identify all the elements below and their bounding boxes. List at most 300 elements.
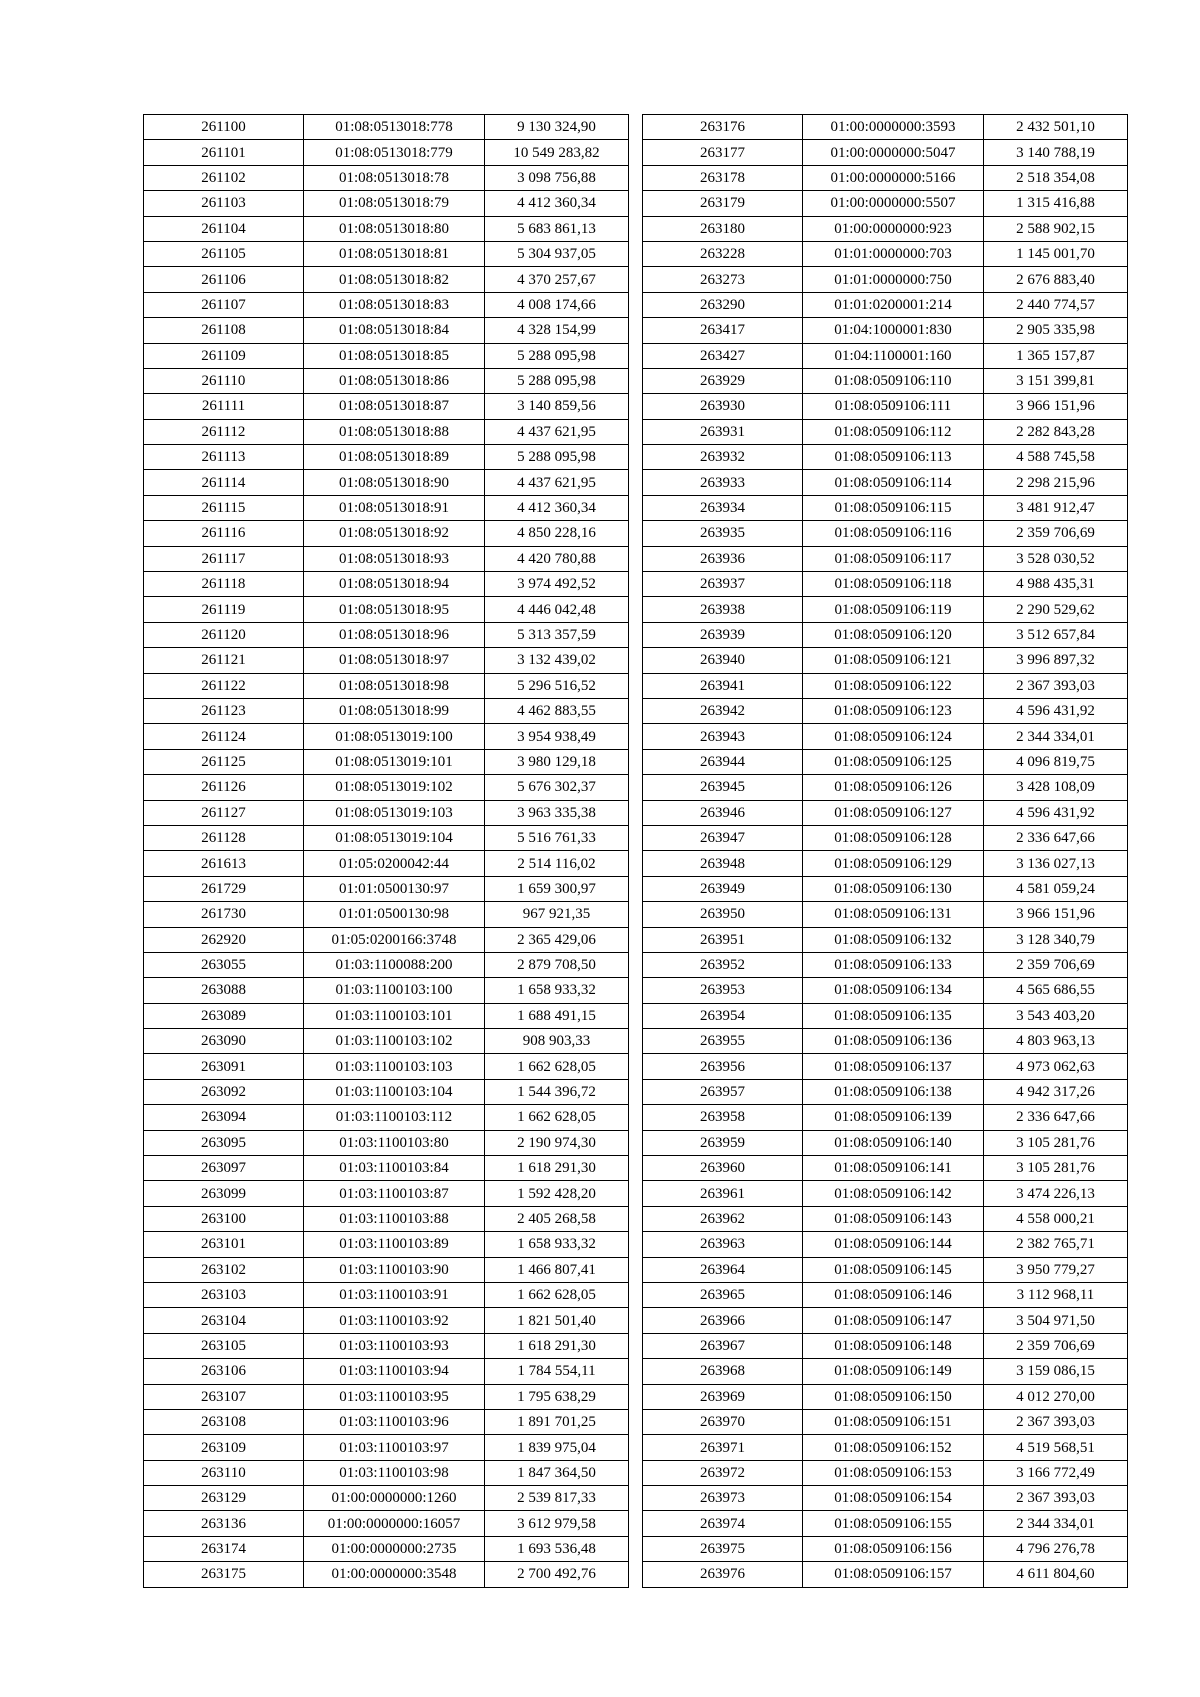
value-cell: 2 367 393,03 xyxy=(984,1486,1128,1511)
cadastral-number-cell: 01:05:0200042:44 xyxy=(304,851,485,876)
row-number-cell: 261104 xyxy=(144,216,304,241)
value-cell: 2 676 883,40 xyxy=(984,267,1128,292)
cadastral-number-cell: 01:08:0513019:103 xyxy=(304,800,485,825)
value-cell: 3 963 335,38 xyxy=(485,800,629,825)
row-number-cell: 263103 xyxy=(144,1282,304,1307)
value-cell: 3 105 281,76 xyxy=(984,1130,1128,1155)
value-cell: 3 428 108,09 xyxy=(984,775,1128,800)
value-cell: 2 190 974,30 xyxy=(485,1130,629,1155)
table-row xyxy=(643,698,1128,723)
row-number-cell: 263100 xyxy=(144,1206,304,1231)
cadastral-number-cell: 01:04:1000001:830 xyxy=(803,318,984,343)
value-cell: 3 481 912,47 xyxy=(984,495,1128,520)
value-cell: 1 839 975,04 xyxy=(485,1435,629,1460)
value-cell: 4 412 360,34 xyxy=(485,495,629,520)
value-cell: 5 313 357,59 xyxy=(485,622,629,647)
cadastral-number-cell: 01:03:1100103:97 xyxy=(304,1435,485,1460)
cadastral-number-cell: 01:08:0513018:87 xyxy=(304,394,485,419)
row-number-cell: 263937 xyxy=(643,572,803,597)
row-number-cell: 263963 xyxy=(643,1232,803,1257)
table-row xyxy=(144,394,629,419)
left-table xyxy=(143,114,629,1588)
row-number-cell: 263088 xyxy=(144,978,304,1003)
cadastral-number-cell: 01:08:0509106:136 xyxy=(803,1029,984,1054)
cadastral-number-cell: 01:08:0509106:131 xyxy=(803,902,984,927)
table-row xyxy=(144,521,629,546)
table-row xyxy=(643,1257,1128,1282)
value-cell: 3 966 151,96 xyxy=(984,902,1128,927)
row-number-cell: 263970 xyxy=(643,1409,803,1434)
table-row xyxy=(144,724,629,749)
table-row xyxy=(643,1156,1128,1181)
row-number-cell: 261125 xyxy=(144,749,304,774)
cadastral-number-cell: 01:08:0509106:140 xyxy=(803,1130,984,1155)
row-number-cell: 261121 xyxy=(144,648,304,673)
value-cell: 4 973 062,63 xyxy=(984,1054,1128,1079)
row-number-cell: 263961 xyxy=(643,1181,803,1206)
table-row xyxy=(643,775,1128,800)
row-number-cell: 263942 xyxy=(643,698,803,723)
table-row xyxy=(144,978,629,1003)
cadastral-number-cell: 01:00:0000000:2735 xyxy=(304,1536,485,1561)
table-row xyxy=(643,1054,1128,1079)
cadastral-number-cell: 01:01:0000000:703 xyxy=(803,241,984,266)
cadastral-number-cell: 01:08:0509106:139 xyxy=(803,1105,984,1130)
cadastral-number-cell: 01:08:0509106:118 xyxy=(803,572,984,597)
row-number-cell: 261103 xyxy=(144,191,304,216)
row-number-cell: 263179 xyxy=(643,191,803,216)
row-number-cell: 263095 xyxy=(144,1130,304,1155)
table-row xyxy=(144,572,629,597)
cadastral-number-cell: 01:05:0200166:3748 xyxy=(304,927,485,952)
value-cell: 4 796 276,78 xyxy=(984,1536,1128,1561)
table-row xyxy=(643,800,1128,825)
cadastral-number-cell: 01:08:0509106:147 xyxy=(803,1308,984,1333)
table-row xyxy=(643,851,1128,876)
table-row xyxy=(643,343,1128,368)
value-cell: 1 315 416,88 xyxy=(984,191,1128,216)
value-cell: 4 596 431,92 xyxy=(984,698,1128,723)
value-cell: 3 112 968,11 xyxy=(984,1282,1128,1307)
value-cell: 10 549 283,82 xyxy=(485,140,629,165)
row-number-cell: 263932 xyxy=(643,445,803,470)
cadastral-number-cell: 01:08:0509106:117 xyxy=(803,546,984,571)
cadastral-number-cell: 01:03:1100103:101 xyxy=(304,1003,485,1028)
value-cell: 4 596 431,92 xyxy=(984,800,1128,825)
value-cell: 4 850 228,16 xyxy=(485,521,629,546)
table-row xyxy=(643,1359,1128,1384)
row-number-cell: 263956 xyxy=(643,1054,803,1079)
cadastral-number-cell: 01:08:0509106:125 xyxy=(803,749,984,774)
value-cell: 3 132 439,02 xyxy=(485,648,629,673)
table-row xyxy=(643,1460,1128,1485)
row-number-cell: 261126 xyxy=(144,775,304,800)
row-number-cell: 263110 xyxy=(144,1460,304,1485)
right-table xyxy=(642,114,1128,1588)
value-cell: 4 519 568,51 xyxy=(984,1435,1128,1460)
value-cell: 3 105 281,76 xyxy=(984,1156,1128,1181)
table-row xyxy=(144,1181,629,1206)
cadastral-number-cell: 01:08:0509106:128 xyxy=(803,825,984,850)
row-number-cell: 263109 xyxy=(144,1435,304,1460)
value-cell: 2 344 334,01 xyxy=(984,724,1128,749)
row-number-cell: 263931 xyxy=(643,419,803,444)
cadastral-number-cell: 01:00:0000000:1260 xyxy=(304,1486,485,1511)
table-row xyxy=(643,673,1128,698)
row-number-cell: 263972 xyxy=(643,1460,803,1485)
cadastral-number-cell: 01:08:0513018:84 xyxy=(304,318,485,343)
cadastral-number-cell: 01:08:0509106:145 xyxy=(803,1257,984,1282)
row-number-cell: 263959 xyxy=(643,1130,803,1155)
cadastral-number-cell: 01:01:0500130:98 xyxy=(304,902,485,927)
table-row xyxy=(643,1130,1128,1155)
row-number-cell: 263178 xyxy=(643,165,803,190)
row-number-cell: 263948 xyxy=(643,851,803,876)
table-row xyxy=(643,1206,1128,1231)
value-cell: 1 145 001,70 xyxy=(984,241,1128,266)
cadastral-number-cell: 01:03:1100103:90 xyxy=(304,1257,485,1282)
table-row xyxy=(144,419,629,444)
cadastral-number-cell: 01:08:0509106:133 xyxy=(803,952,984,977)
row-number-cell: 263949 xyxy=(643,876,803,901)
cadastral-number-cell: 01:01:0000000:750 xyxy=(803,267,984,292)
value-cell: 4 558 000,21 xyxy=(984,1206,1128,1231)
table-row xyxy=(144,1486,629,1511)
cadastral-number-cell: 01:08:0513019:100 xyxy=(304,724,485,749)
table-row xyxy=(643,241,1128,266)
value-cell: 2 905 335,98 xyxy=(984,318,1128,343)
table-row xyxy=(144,1232,629,1257)
row-number-cell: 261100 xyxy=(144,115,304,140)
cadastral-number-cell: 01:08:0513018:92 xyxy=(304,521,485,546)
value-cell: 3 950 779,27 xyxy=(984,1257,1128,1282)
row-number-cell: 263950 xyxy=(643,902,803,927)
value-cell: 4 988 435,31 xyxy=(984,572,1128,597)
cadastral-number-cell: 01:08:0509106:156 xyxy=(803,1536,984,1561)
table-row xyxy=(144,1460,629,1485)
cadastral-number-cell: 01:08:0513018:91 xyxy=(304,495,485,520)
value-cell: 5 288 095,98 xyxy=(485,445,629,470)
table-row xyxy=(643,1308,1128,1333)
table-row xyxy=(643,368,1128,393)
table-row xyxy=(144,445,629,470)
table-row xyxy=(643,1282,1128,1307)
value-cell: 2 588 902,15 xyxy=(984,216,1128,241)
row-number-cell: 263943 xyxy=(643,724,803,749)
table-row xyxy=(144,622,629,647)
cadastral-number-cell: 01:08:0509106:157 xyxy=(803,1562,984,1587)
value-cell: 3 140 788,19 xyxy=(984,140,1128,165)
value-cell: 1 658 933,32 xyxy=(485,1232,629,1257)
table-row xyxy=(144,749,629,774)
cadastral-number-cell: 01:08:0513018:79 xyxy=(304,191,485,216)
row-number-cell: 263933 xyxy=(643,470,803,495)
cadastral-number-cell: 01:08:0509106:111 xyxy=(803,394,984,419)
row-number-cell: 261117 xyxy=(144,546,304,571)
row-number-cell: 261119 xyxy=(144,597,304,622)
row-number-cell: 261116 xyxy=(144,521,304,546)
value-cell: 2 405 268,58 xyxy=(485,1206,629,1231)
value-cell: 1 662 628,05 xyxy=(485,1105,629,1130)
row-number-cell: 263975 xyxy=(643,1536,803,1561)
cadastral-number-cell: 01:08:0509106:120 xyxy=(803,622,984,647)
cadastral-number-cell: 01:08:0513018:778 xyxy=(304,115,485,140)
value-cell: 2 359 706,69 xyxy=(984,1333,1128,1358)
cadastral-number-cell: 01:08:0509106:135 xyxy=(803,1003,984,1028)
table-row xyxy=(144,1130,629,1155)
cadastral-number-cell: 01:00:0000000:5166 xyxy=(803,165,984,190)
table-row xyxy=(643,546,1128,571)
cadastral-number-cell: 01:08:0513018:95 xyxy=(304,597,485,622)
table-row xyxy=(643,394,1128,419)
row-number-cell: 263175 xyxy=(144,1562,304,1587)
value-cell: 3 504 971,50 xyxy=(984,1308,1128,1333)
value-cell: 2 440 774,57 xyxy=(984,292,1128,317)
value-cell: 3 543 403,20 xyxy=(984,1003,1128,1028)
value-cell: 3 098 756,88 xyxy=(485,165,629,190)
row-number-cell: 263107 xyxy=(144,1384,304,1409)
table-row xyxy=(643,978,1128,1003)
row-number-cell: 261114 xyxy=(144,470,304,495)
table-row xyxy=(643,749,1128,774)
value-cell: 2 539 817,33 xyxy=(485,1486,629,1511)
row-number-cell: 261123 xyxy=(144,698,304,723)
table-row xyxy=(144,1536,629,1561)
row-number-cell: 263935 xyxy=(643,521,803,546)
value-cell: 4 437 621,95 xyxy=(485,419,629,444)
table-row xyxy=(643,572,1128,597)
cadastral-number-cell: 01:03:1100088:200 xyxy=(304,952,485,977)
row-number-cell: 263108 xyxy=(144,1409,304,1434)
table-row xyxy=(643,216,1128,241)
value-cell: 2 298 215,96 xyxy=(984,470,1128,495)
value-cell: 1 662 628,05 xyxy=(485,1054,629,1079)
cadastral-number-cell: 01:08:0513018:93 xyxy=(304,546,485,571)
cadastral-number-cell: 01:08:0509106:150 xyxy=(803,1384,984,1409)
cadastral-number-cell: 01:01:0200001:214 xyxy=(803,292,984,317)
cadastral-number-cell: 01:08:0513018:89 xyxy=(304,445,485,470)
table-row xyxy=(144,1257,629,1282)
row-number-cell: 263290 xyxy=(643,292,803,317)
value-cell: 4 412 360,34 xyxy=(485,191,629,216)
table-row xyxy=(144,1003,629,1028)
table-row xyxy=(144,1282,629,1307)
value-cell: 967 921,35 xyxy=(485,902,629,927)
value-cell: 2 700 492,76 xyxy=(485,1562,629,1587)
table-row xyxy=(144,1156,629,1181)
row-number-cell: 263055 xyxy=(144,952,304,977)
value-cell: 3 166 772,49 xyxy=(984,1460,1128,1485)
row-number-cell: 263091 xyxy=(144,1054,304,1079)
row-number-cell: 261107 xyxy=(144,292,304,317)
table-row xyxy=(144,597,629,622)
row-number-cell: 263946 xyxy=(643,800,803,825)
cadastral-number-cell: 01:08:0509106:155 xyxy=(803,1511,984,1536)
cadastral-number-cell: 01:08:0509106:130 xyxy=(803,876,984,901)
cadastral-number-cell: 01:03:1100103:84 xyxy=(304,1156,485,1181)
value-cell: 3 980 129,18 xyxy=(485,749,629,774)
value-cell: 2 359 706,69 xyxy=(984,521,1128,546)
table-row xyxy=(144,673,629,698)
cadastral-number-cell: 01:03:1100103:103 xyxy=(304,1054,485,1079)
value-cell: 5 304 937,05 xyxy=(485,241,629,266)
cadastral-number-cell: 01:03:1100103:80 xyxy=(304,1130,485,1155)
table-row xyxy=(144,927,629,952)
row-number-cell: 261613 xyxy=(144,851,304,876)
row-number-cell: 263955 xyxy=(643,1029,803,1054)
row-number-cell: 262920 xyxy=(144,927,304,952)
value-cell: 2 365 429,06 xyxy=(485,927,629,952)
cadastral-number-cell: 01:08:0513018:80 xyxy=(304,216,485,241)
table-row xyxy=(643,1003,1128,1028)
cadastral-number-cell: 01:08:0509106:153 xyxy=(803,1460,984,1485)
table-row xyxy=(144,1384,629,1409)
cadastral-number-cell: 01:03:1100103:100 xyxy=(304,978,485,1003)
value-cell: 5 683 861,13 xyxy=(485,216,629,241)
cadastral-number-cell: 01:08:0509106:115 xyxy=(803,495,984,520)
row-number-cell: 263958 xyxy=(643,1105,803,1130)
row-number-cell: 261110 xyxy=(144,368,304,393)
cadastral-number-cell: 01:03:1100103:112 xyxy=(304,1105,485,1130)
value-cell: 1 847 364,50 xyxy=(485,1460,629,1485)
value-cell: 2 514 116,02 xyxy=(485,851,629,876)
table-row xyxy=(643,445,1128,470)
value-cell: 4 581 059,24 xyxy=(984,876,1128,901)
value-cell: 908 903,33 xyxy=(485,1029,629,1054)
cadastral-number-cell: 01:08:0513018:99 xyxy=(304,698,485,723)
cadastral-number-cell: 01:08:0509106:149 xyxy=(803,1359,984,1384)
value-cell: 2 518 354,08 xyxy=(984,165,1128,190)
value-cell: 5 296 516,52 xyxy=(485,673,629,698)
cadastral-number-cell: 01:08:0509106:121 xyxy=(803,648,984,673)
table-row xyxy=(643,318,1128,343)
table-row xyxy=(643,1562,1128,1587)
row-number-cell: 263129 xyxy=(144,1486,304,1511)
row-number-cell: 263092 xyxy=(144,1079,304,1104)
row-number-cell: 263966 xyxy=(643,1308,803,1333)
table-row xyxy=(144,800,629,825)
table-row xyxy=(643,597,1128,622)
table-row xyxy=(144,1105,629,1130)
cadastral-number-cell: 01:08:0509106:144 xyxy=(803,1232,984,1257)
row-number-cell: 261128 xyxy=(144,825,304,850)
table-row xyxy=(643,470,1128,495)
cadastral-number-cell: 01:03:1100103:89 xyxy=(304,1232,485,1257)
value-cell: 1 688 491,15 xyxy=(485,1003,629,1028)
cadastral-number-cell: 01:08:0513018:83 xyxy=(304,292,485,317)
table-row xyxy=(144,343,629,368)
cadastral-number-cell: 01:08:0509106:124 xyxy=(803,724,984,749)
cadastral-number-cell: 01:03:1100103:93 xyxy=(304,1333,485,1358)
table-row xyxy=(643,1232,1128,1257)
row-number-cell: 261113 xyxy=(144,445,304,470)
table-row xyxy=(643,1511,1128,1536)
value-cell: 3 612 979,58 xyxy=(485,1511,629,1536)
cadastral-number-cell: 01:03:1100103:98 xyxy=(304,1460,485,1485)
row-number-cell: 263941 xyxy=(643,673,803,698)
row-number-cell: 263944 xyxy=(643,749,803,774)
value-cell: 4 420 780,88 xyxy=(485,546,629,571)
value-cell: 3 474 226,13 xyxy=(984,1181,1128,1206)
cadastral-number-cell: 01:00:0000000:5047 xyxy=(803,140,984,165)
cadastral-number-cell: 01:08:0513018:97 xyxy=(304,648,485,673)
table-row xyxy=(144,241,629,266)
table-row xyxy=(144,368,629,393)
cadastral-number-cell: 01:01:0500130:97 xyxy=(304,876,485,901)
table-row xyxy=(144,1359,629,1384)
value-cell: 4 446 042,48 xyxy=(485,597,629,622)
cadastral-number-cell: 01:04:1100001:160 xyxy=(803,343,984,368)
row-number-cell: 263106 xyxy=(144,1359,304,1384)
table-row xyxy=(144,1206,629,1231)
cadastral-number-cell: 01:08:0509106:141 xyxy=(803,1156,984,1181)
cadastral-number-cell: 01:08:0509106:152 xyxy=(803,1435,984,1460)
table-row xyxy=(144,165,629,190)
cadastral-number-cell: 01:00:0000000:16057 xyxy=(304,1511,485,1536)
row-number-cell: 263417 xyxy=(643,318,803,343)
value-cell: 4 611 804,60 xyxy=(984,1562,1128,1587)
cadastral-number-cell: 01:08:0509106:114 xyxy=(803,470,984,495)
value-cell: 3 528 030,52 xyxy=(984,546,1128,571)
row-number-cell: 263947 xyxy=(643,825,803,850)
row-number-cell: 263952 xyxy=(643,952,803,977)
cadastral-number-cell: 01:03:1100103:92 xyxy=(304,1308,485,1333)
row-number-cell: 263938 xyxy=(643,597,803,622)
cadastral-number-cell: 01:03:1100103:94 xyxy=(304,1359,485,1384)
row-number-cell: 261730 xyxy=(144,902,304,927)
cadastral-number-cell: 01:08:0509106:148 xyxy=(803,1333,984,1358)
cadastral-number-cell: 01:08:0509106:113 xyxy=(803,445,984,470)
value-cell: 1 466 807,41 xyxy=(485,1257,629,1282)
value-cell: 1 544 396,72 xyxy=(485,1079,629,1104)
table-row xyxy=(643,521,1128,546)
value-cell: 3 996 897,32 xyxy=(984,648,1128,673)
value-cell: 5 288 095,98 xyxy=(485,368,629,393)
value-cell: 4 803 963,13 xyxy=(984,1029,1128,1054)
value-cell: 1 659 300,97 xyxy=(485,876,629,901)
value-cell: 2 359 706,69 xyxy=(984,952,1128,977)
row-number-cell: 263101 xyxy=(144,1232,304,1257)
cadastral-number-cell: 01:08:0513019:104 xyxy=(304,825,485,850)
cadastral-number-cell: 01:08:0509106:112 xyxy=(803,419,984,444)
table-row xyxy=(643,1079,1128,1104)
cadastral-number-cell: 01:08:0509106:127 xyxy=(803,800,984,825)
table-row xyxy=(144,851,629,876)
row-number-cell: 261729 xyxy=(144,876,304,901)
row-number-cell: 261124 xyxy=(144,724,304,749)
table-row xyxy=(643,419,1128,444)
row-number-cell: 263953 xyxy=(643,978,803,1003)
table-row xyxy=(144,1435,629,1460)
table-row xyxy=(144,470,629,495)
row-number-cell: 263940 xyxy=(643,648,803,673)
row-number-cell: 263962 xyxy=(643,1206,803,1231)
cadastral-number-cell: 01:08:0513018:90 xyxy=(304,470,485,495)
cadastral-number-cell: 01:08:0513019:102 xyxy=(304,775,485,800)
row-number-cell: 261105 xyxy=(144,241,304,266)
cadastral-number-cell: 01:08:0513018:85 xyxy=(304,343,485,368)
row-number-cell: 263967 xyxy=(643,1333,803,1358)
row-number-cell: 261120 xyxy=(144,622,304,647)
table-row xyxy=(643,267,1128,292)
row-number-cell: 261106 xyxy=(144,267,304,292)
table-row xyxy=(643,1536,1128,1561)
value-cell: 4 096 819,75 xyxy=(984,749,1128,774)
value-cell: 4 565 686,55 xyxy=(984,978,1128,1003)
value-cell: 1 658 933,32 xyxy=(485,978,629,1003)
table-row xyxy=(643,648,1128,673)
cadastral-number-cell: 01:03:1100103:102 xyxy=(304,1029,485,1054)
